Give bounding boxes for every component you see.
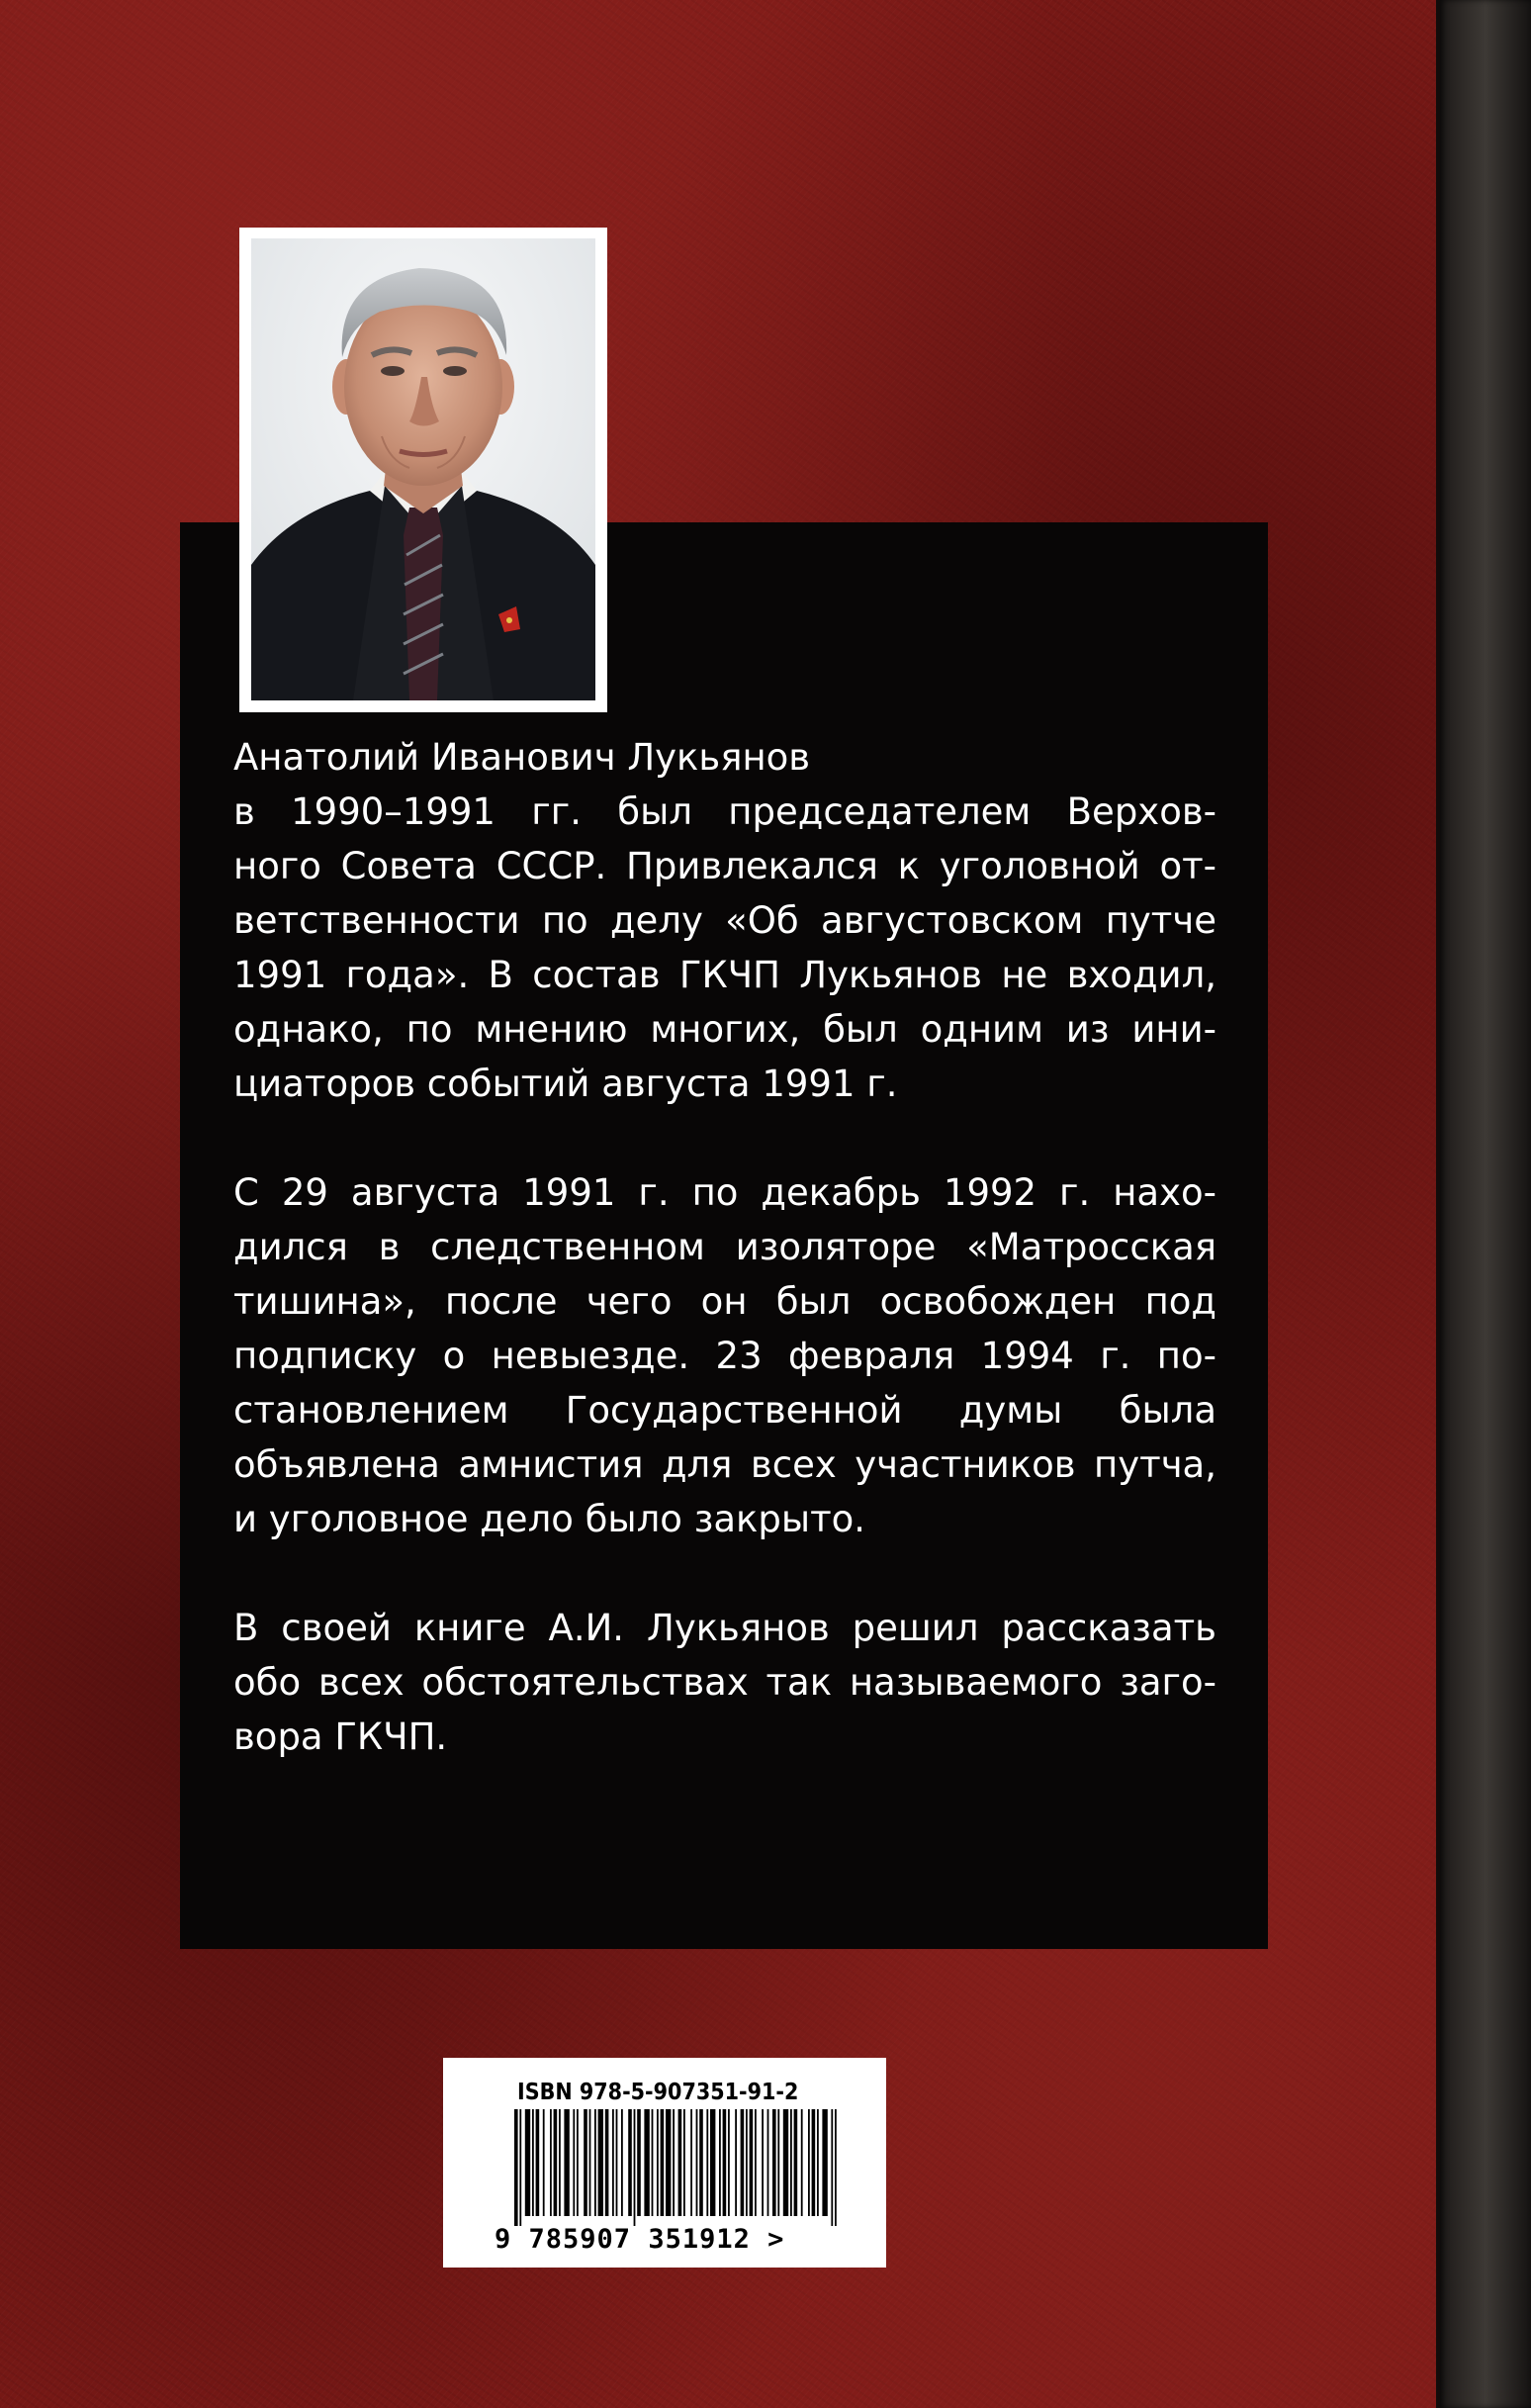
text-line: и уголовное дело было закрыто.: [233, 1498, 866, 1540]
barcode-bar: [644, 2109, 649, 2216]
barcode-bar: [812, 2109, 816, 2216]
text-line: дился в следственном изоляторе «Матросская: [233, 1226, 1216, 1268]
text-line: ветственности по делу «Об августовском путче: [233, 899, 1216, 942]
paragraph-gap: [233, 1546, 1216, 1601]
text-line: вора ГКЧП.: [233, 1715, 448, 1758]
barcode-bar: [817, 2109, 819, 2216]
barcode-bar: [777, 2109, 779, 2216]
barcode-bar: [532, 2109, 534, 2216]
barcode-bar: [514, 2109, 518, 2226]
text-line: циаторов событий августа 1991 г.: [233, 1063, 898, 1105]
isbn-barcode: [443, 2058, 886, 2268]
text-line: в 1990–1991 гг. был председателем Верхов-: [233, 790, 1216, 833]
barcode-bar: [543, 2109, 545, 2216]
author-photo-frame: [239, 228, 607, 712]
barcode-bar: [678, 2109, 682, 2216]
barcode-bar: [728, 2109, 730, 2216]
barcode-digit-group: 785907: [528, 2224, 632, 2255]
barcode-bar: [723, 2109, 727, 2216]
barcode-bar: [598, 2109, 603, 2216]
barcode-bar: [808, 2109, 810, 2216]
barcode-bar: [706, 2109, 708, 2216]
text-line: С 29 августа 1991 г. по декабрь 1992 г. нахо-: [233, 1171, 1216, 1214]
barcode-bar: [710, 2109, 715, 2216]
text-line: тишина», после чего он был освобожден под: [233, 1280, 1216, 1323]
barcode-bar: [794, 2109, 798, 2216]
barcode-bar: [657, 2109, 659, 2216]
barcode-bar: [594, 2109, 596, 2216]
author-name: Анатолий Иванович Лукьянов: [233, 736, 811, 779]
barcode-bar: [559, 2109, 561, 2216]
barcode-bar: [835, 2109, 837, 2226]
barcode-bar: [661, 2109, 665, 2216]
text-line: В своей книге А.И. Лукьянов решил рассказать: [233, 1607, 1216, 1649]
barcode-bar: [577, 2109, 579, 2216]
barcode-bar: [589, 2109, 591, 2216]
barcode-arrow: >: [767, 2224, 785, 2255]
barcode-bar: [735, 2109, 737, 2216]
text-line: объявлена амнистия для всех участников путча,: [233, 1443, 1216, 1486]
barcode-bar: [831, 2109, 833, 2226]
barcode-bar: [584, 2109, 587, 2216]
barcode-bar: [536, 2109, 540, 2216]
author-photo: [251, 238, 595, 700]
text-line: 1991 года». В состав ГКЧП Лукьянов не входил,: [233, 954, 1216, 996]
barcode-bar: [683, 2109, 685, 2216]
barcode-bar: [772, 2109, 776, 2216]
barcode-bar: [573, 2109, 575, 2216]
paragraph-gap: [233, 1111, 1216, 1165]
text-line: ного Совета СССР. Привлекался к уголовной от-: [233, 845, 1216, 887]
barcode-bar: [519, 2109, 521, 2226]
barcode-bar: [612, 2109, 614, 2216]
barcode-bar: [564, 2109, 569, 2216]
barcode-bar: [762, 2109, 764, 2216]
barcode-bars: [514, 2109, 841, 2226]
barcode-bar: [666, 2109, 671, 2216]
barcode-bar: [628, 2109, 632, 2216]
barcode-bar: [767, 2109, 769, 2216]
barcode-bar: [637, 2109, 641, 2216]
barcode-bar: [719, 2109, 721, 2216]
barcode-bar: [690, 2109, 692, 2216]
barcode-digits: [495, 2224, 784, 2255]
isbn-label: ISBN 978-5-907351-91-2: [517, 2080, 799, 2105]
text-line: обо всех обстоятельствах так называемого заго-: [233, 1661, 1216, 1704]
barcode-digit-lead: 9: [495, 2224, 512, 2255]
barcode-bar: [621, 2109, 623, 2216]
barcode-bar: [673, 2109, 675, 2216]
barcode-bar: [634, 2109, 636, 2226]
barcode-bar: [525, 2109, 530, 2216]
barcode-bar: [554, 2109, 558, 2216]
barcode-bar: [790, 2109, 792, 2216]
text-line: становлением Государственной думы была: [233, 1389, 1216, 1432]
barcode-bar: [652, 2109, 654, 2216]
barcode-digit-group: 351912: [648, 2224, 751, 2255]
barcode-bar: [750, 2109, 754, 2216]
barcode-bar: [605, 2109, 609, 2216]
barcode-bar: [746, 2109, 748, 2216]
book-spine-edge: [1440, 0, 1531, 2408]
barcode-bar: [755, 2109, 757, 2216]
barcode-bar: [699, 2109, 703, 2216]
barcode-bar: [783, 2109, 788, 2216]
barcode-bar: [741, 2109, 745, 2216]
barcode-bar: [550, 2109, 552, 2216]
barcode-bar: [696, 2109, 698, 2216]
barcode-bar: [801, 2109, 803, 2216]
description-text: [233, 730, 1216, 1764]
text-line: однако, по мнению многих, был одним из ини-: [233, 1008, 1216, 1051]
barcode-bar: [616, 2109, 618, 2216]
barcode-bar: [822, 2109, 827, 2216]
text-line: подписку о невыезде. 23 февраля 1994 г. по-: [233, 1335, 1216, 1377]
